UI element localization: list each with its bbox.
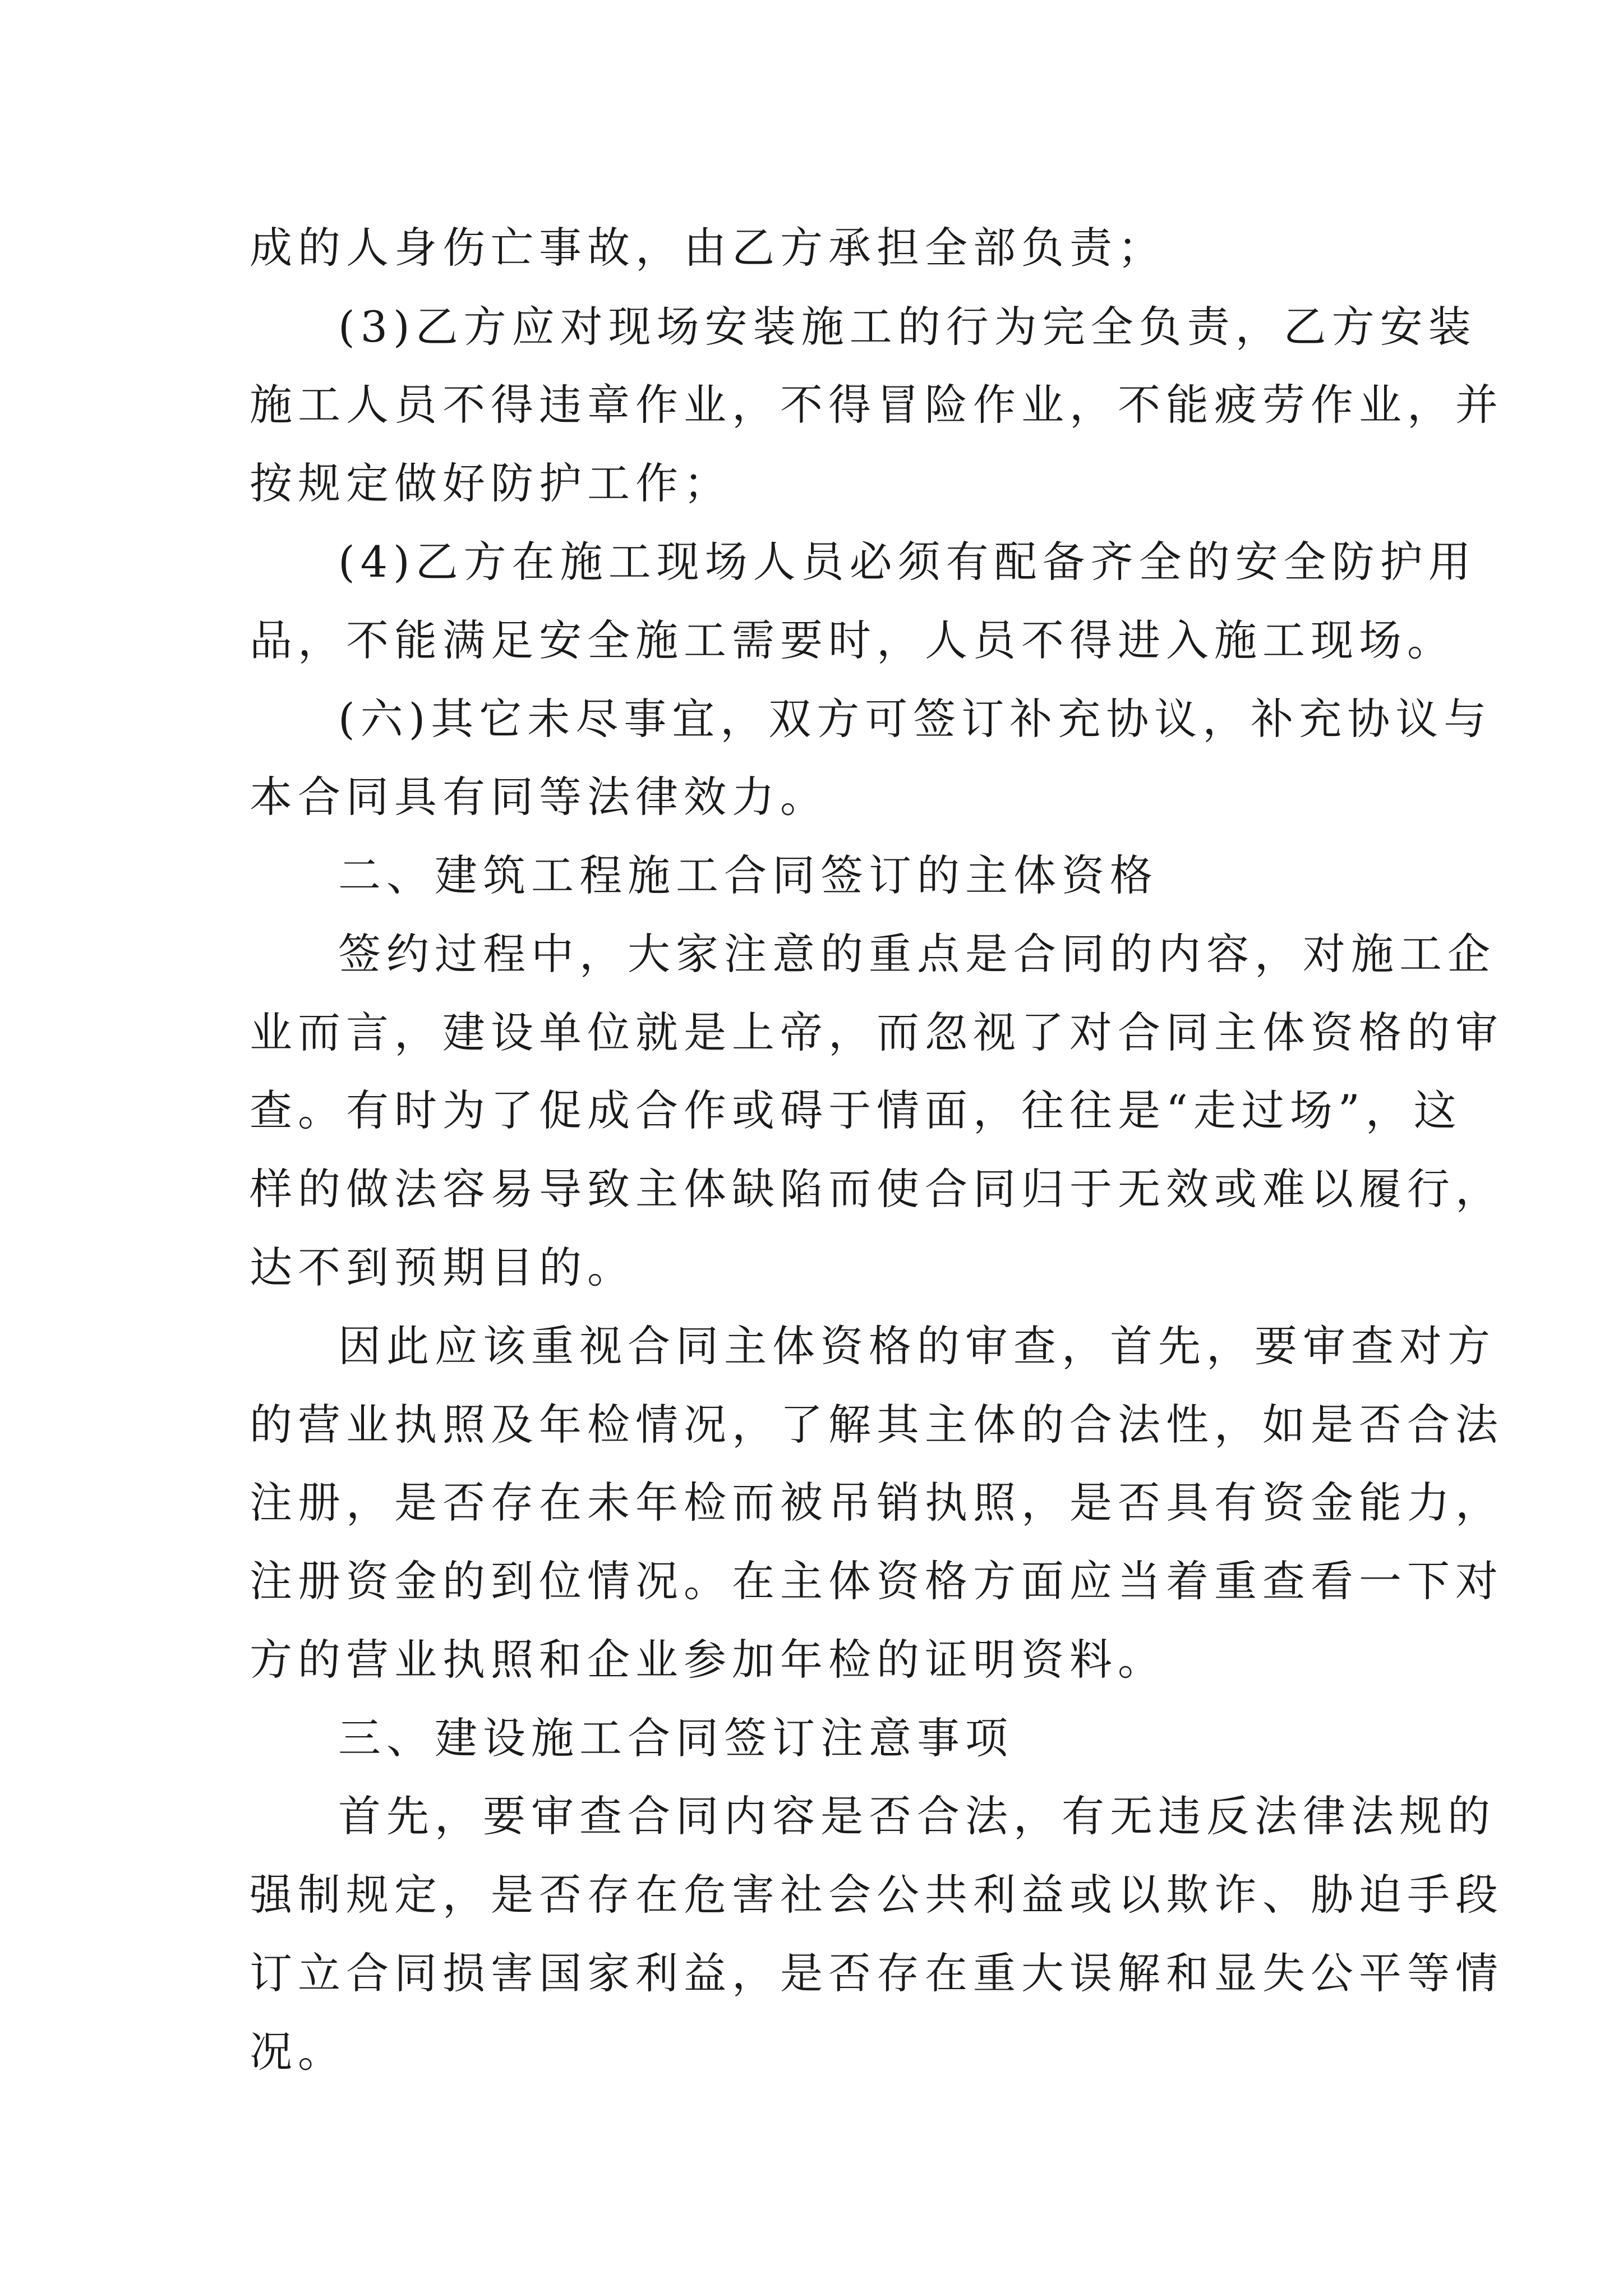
- text-line: 方的营业执照和企业参加年检的证明资料。: [250, 1635, 1166, 1685]
- text-line: 强制规定，是否存在危害社会公共利益或以欺诈、胁迫手段: [250, 1870, 1504, 1920]
- text-line: (3)乙方应对现场安装施工的行为完全负责，乙方安装: [338, 302, 1477, 352]
- text-line: 订立合同损害国家利益，是否存在重大误解和显失公平等情: [250, 1948, 1504, 1998]
- text-line: 注册资金的到位情况。在主体资格方面应当着重查看一下对: [250, 1556, 1504, 1606]
- text-line: 达不到预期目的。: [250, 1243, 635, 1292]
- text-line: 按规定做好防护工作；: [250, 458, 732, 508]
- section-heading: 二、建筑工程施工合同签订的主体资格: [338, 850, 1158, 900]
- section-heading: 三、建设施工合同签订注意事项: [338, 1713, 1013, 1763]
- text-line: 因此应该重视合同主体资格的审查，首先，要审查对方: [338, 1321, 1496, 1371]
- text-line: 品，不能满足安全施工需要时，人员不得进入施工现场。: [250, 615, 1455, 665]
- text-line: (六)其它未尽事宜，双方可签订补充协议，补充协议与: [338, 694, 1492, 744]
- text-line: 况。: [250, 2027, 346, 2077]
- text-line: 注册，是否存在未年检而被吊销执照，是否具有资金能力，: [250, 1478, 1504, 1527]
- text-line: 的营业执照及年检情况，了解其主体的合法性，如是否合法: [250, 1400, 1504, 1450]
- text-line: 业而言，建设单位就是上帝，而忽视了对合同主体资格的审: [250, 1007, 1504, 1057]
- text-line: (4)乙方在施工现场人员必须有配备齐全的安全防护用: [338, 537, 1477, 587]
- text-line: 签约过程中，大家注意的重点是合同的内容，对施工企: [338, 929, 1496, 979]
- text-line: 本合同具有同等法律效力。: [250, 772, 828, 822]
- text-line: 成的人身伤亡事故，由乙方承担全部负责；: [250, 223, 1166, 273]
- text-line: 施工人员不得违章作业，不得冒险作业，不能疲劳作业，并: [250, 380, 1504, 430]
- text-line: 首先，要审查合同内容是否合法，有无违反法律法规的: [338, 1791, 1496, 1841]
- text-line: 样的做法容易导致主体缺陷而使合同归于无效或难以履行，: [250, 1164, 1504, 1214]
- text-line: 查。有时为了促成合作或碍于情面，往往是“走过场”，这: [250, 1085, 1462, 1135]
